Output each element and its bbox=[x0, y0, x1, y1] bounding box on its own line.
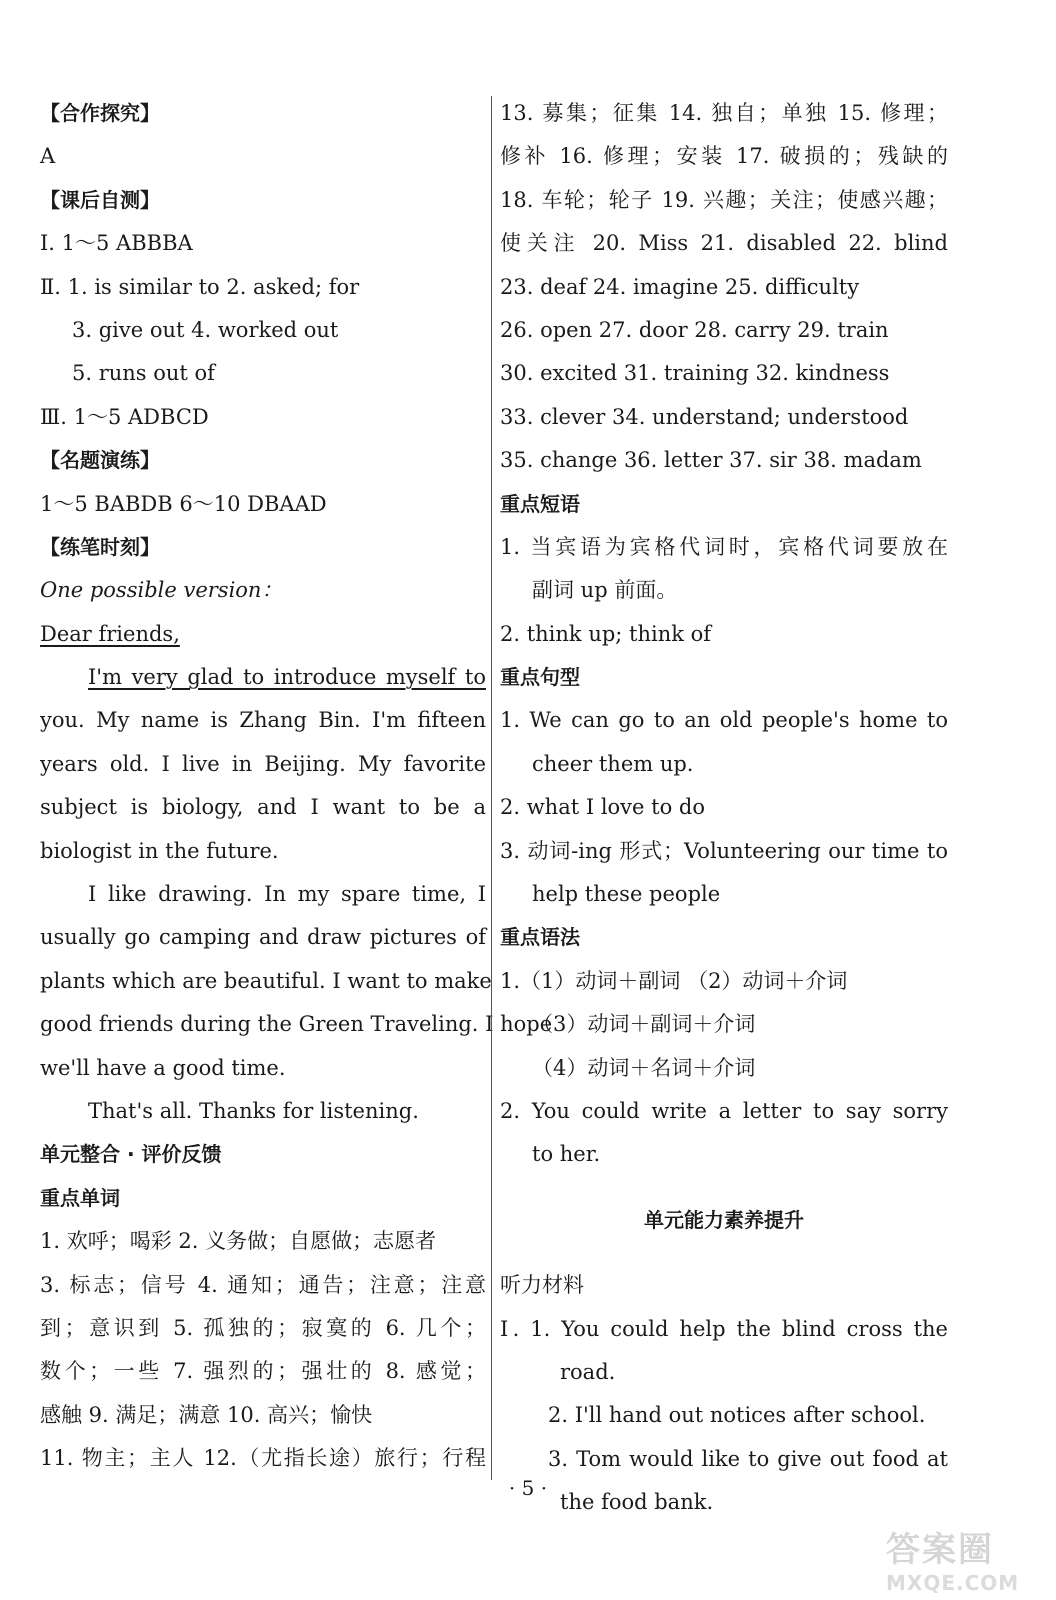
watermark-text-top: 答案圈 bbox=[886, 1530, 994, 1570]
text-line: 1. 当宾语为宾格代词时，宾格代词要放在 bbox=[500, 534, 948, 559]
text-line: biologist in the future. bbox=[40, 838, 279, 863]
text-line: we'll have a good time. bbox=[40, 1055, 286, 1080]
text-line: 修补 16. 修理；安装 17. 破损的；残缺的 bbox=[500, 144, 948, 169]
section-heading: 【课后自测】 bbox=[40, 187, 160, 212]
text-line: good friends during the Green Traveling. I hope bbox=[40, 1012, 553, 1037]
text-line: （4）动词＋名词＋介词 bbox=[532, 1055, 756, 1080]
text-line: road. bbox=[560, 1359, 616, 1384]
text-line: 使关注 20. Miss 21. disabled 22. blind bbox=[500, 231, 948, 256]
text-line: （3）动词＋副词＋介词 bbox=[532, 1012, 756, 1037]
text-line: 听力材料 bbox=[500, 1273, 584, 1298]
section-heading: 单元整合 · 评价反馈 bbox=[40, 1142, 222, 1167]
text-line: 35. change 36. letter 37. sir 38. madam bbox=[500, 448, 922, 473]
text-line: Ⅱ. 1. is similar to 2. asked; for bbox=[40, 274, 360, 299]
text-line: 13. 募集；征集 14. 独自；单独 15. 修理； bbox=[500, 101, 948, 125]
text-line: I'm very glad to introduce myself to bbox=[88, 665, 486, 690]
text-line: 18. 车轮；轮子 19. 兴趣；关注；使感兴趣； bbox=[500, 187, 948, 212]
text-line: 3. 标志；信号 4. 通知；通告；注意；注意 bbox=[40, 1272, 486, 1297]
section-heading: 【合作探究】 bbox=[40, 101, 160, 125]
text-line: Ⅰ. 1. You could help the blind cross the bbox=[500, 1316, 948, 1341]
section-heading: 重点短语 bbox=[500, 491, 580, 516]
text-line: Dear friends, bbox=[40, 621, 180, 646]
text-line: 2. think up; think of bbox=[500, 621, 712, 646]
spacer bbox=[500, 1242, 948, 1264]
page-number: · 5 · bbox=[508, 1476, 548, 1500]
text-line: 3. Tom would like to give out food at bbox=[548, 1446, 948, 1471]
section-heading: 重点单词 bbox=[40, 1185, 120, 1210]
text-line: One possible version： bbox=[40, 578, 283, 603]
text-line: 到；意识到 5. 孤独的；寂寞的 6. 几个； bbox=[40, 1315, 486, 1340]
text-line: the food bank. bbox=[560, 1490, 714, 1515]
text-line: 3. give out 4. worked out bbox=[72, 317, 339, 342]
text-line: 23. deaf 24. imagine 25. difficulty bbox=[500, 274, 860, 299]
text-line: 1～5 BABDB 6～10 DBAAD bbox=[40, 491, 327, 516]
text-line: 30. excited 31. training 32. kindness bbox=[500, 361, 890, 386]
text-line: Ⅲ. 1～5 ADBCD bbox=[40, 404, 209, 429]
text-line: 副词 up 前面。 bbox=[532, 578, 678, 603]
text-line: 26. open 27. door 28. carry 29. train bbox=[500, 317, 889, 342]
text-line: Ⅰ. 1～5 ABBBA bbox=[40, 231, 193, 256]
text-line: cheer them up. bbox=[532, 751, 694, 776]
text-line: 2. You could write a letter to say sorry bbox=[500, 1098, 948, 1123]
text-line: 5. runs out of bbox=[72, 361, 215, 386]
text-line: plants which are beautiful. I want to make bbox=[40, 968, 492, 993]
right-column bbox=[500, 92, 948, 1525]
spacer bbox=[500, 1177, 948, 1199]
text-line: That's all. Thanks for listening. bbox=[88, 1098, 419, 1123]
text-line: 1. We can go to an old people's home to bbox=[500, 708, 948, 733]
text-line: 2. I'll hand out notices after school. bbox=[548, 1403, 926, 1428]
text-line: to her. bbox=[532, 1142, 601, 1167]
watermark-text-bottom: MXQE.COM bbox=[886, 1571, 1020, 1595]
section-heading: 重点句型 bbox=[500, 665, 580, 690]
text-line: 2. what I love to do bbox=[500, 795, 705, 820]
text-line: years old. I live in Beijing. My favorite bbox=[40, 751, 486, 776]
text-line: subject is biology, and I want to be a bbox=[40, 795, 486, 820]
section-heading: 【名题演练】 bbox=[40, 448, 160, 473]
text-line: 数个；一些 7. 强烈的；强壮的 8. 感觉； bbox=[40, 1359, 486, 1384]
text-line: 33. clever 34. understand; understood bbox=[500, 404, 909, 429]
watermark-logo bbox=[886, 1522, 1046, 1595]
text-line: 1.（1）动词＋副词 （2）动词＋介词 bbox=[500, 968, 848, 993]
section-heading: 单元能力素养提升 bbox=[644, 1207, 804, 1232]
text-line: 11. 物主；主人 12.（尤指长途）旅行；行程 bbox=[40, 1446, 486, 1471]
text-line: you. My name is Zhang Bin. I'm fifteen bbox=[40, 708, 486, 733]
column-divider bbox=[491, 96, 492, 1480]
section-heading: 重点语法 bbox=[500, 925, 580, 950]
text-line: 1. 欢呼；喝彩 2. 义务做；自愿做；志愿者 bbox=[40, 1229, 437, 1254]
text-line: help these people bbox=[532, 882, 721, 907]
text-line: 3. 动词-ing 形式；Volunteering our time to bbox=[500, 838, 948, 863]
text-line: I like drawing. In my spare time, I bbox=[88, 882, 486, 907]
section-heading: 【练笔时刻】 bbox=[40, 534, 160, 559]
text-line: 感触 9. 满足；满意 10. 高兴；愉快 bbox=[40, 1402, 373, 1427]
text-line: A bbox=[40, 144, 56, 169]
text-line: usually go camping and draw pictures of bbox=[40, 925, 486, 950]
